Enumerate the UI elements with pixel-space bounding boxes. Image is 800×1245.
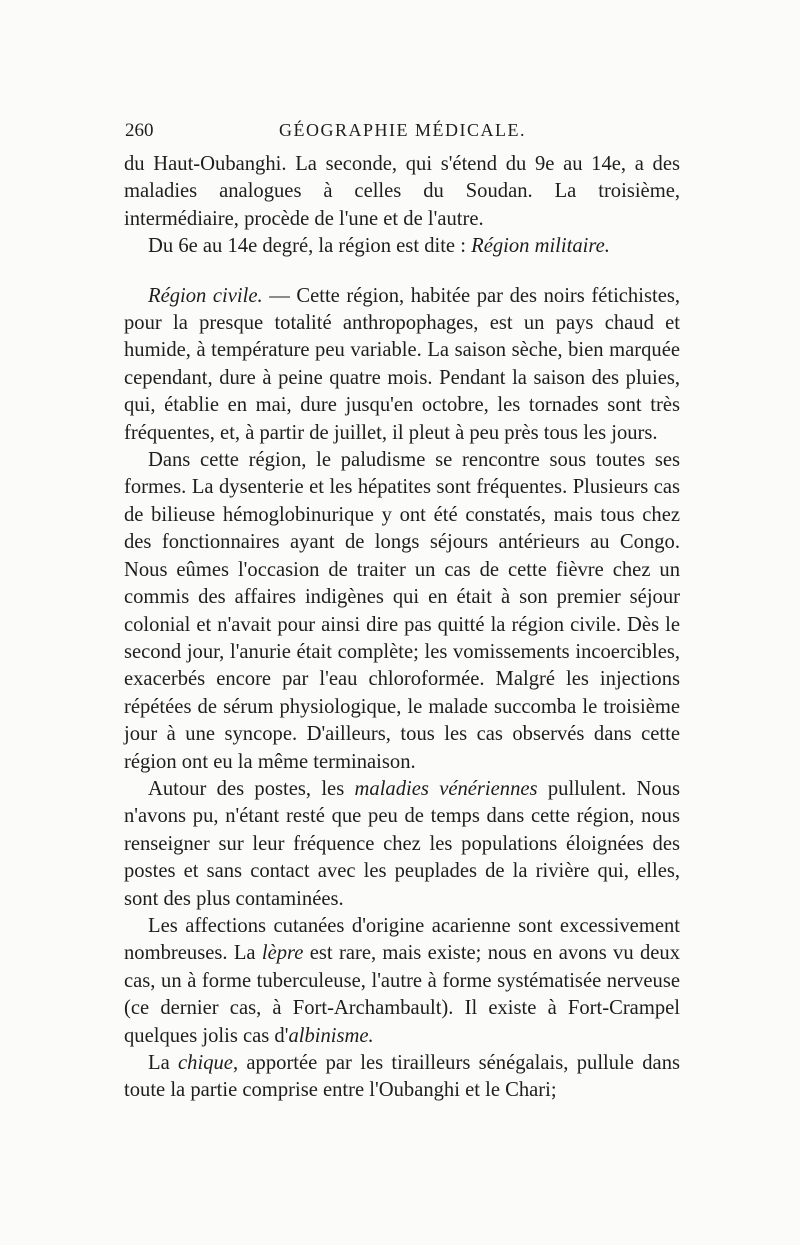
paragraph-text: , apportée par les tirailleurs sénégalais, pullule dans toute la partie comprise entre l'Oubanghi et le Chari; [124,1052,681,1102]
italic-term: maladies vénériennes [354,777,538,800]
paragraph-text: Autour des postes, les [148,777,355,800]
paragraph-paludisme: Dans cette région, le paludisme se rencontre sous toutes ses formes. La dysenterie et les hépatites sont fréquentes. Plusieurs cas de bilieuse hémoglobinurique y ont été constatés, mais tous chez des fonctionnaires ayant de longs séjours antérieurs au Congo. Nous eûmes l'occasion de traiter un cas de cette fièvre chez un commis des affaires indigènes qui en était à son premier séjour colonial et n'avait pour ainsi dire pas quitté la région civile. Dès le second jour, l'anurie était complète; les vomissements incoercibles, exacerbés encore par l'eau chloroformée. Malgré les injections répétées de sérum physiologique, le malade succomba le troisième jour à une syncope. D'ailleurs, tous les cas observés dans cette région ont eu la même terminaison. [124,449,680,773]
paragraph-military-region [124,233,680,260]
paragraph-affections-cutanees [124,913,680,1050]
section-heading: Région civile. [148,284,263,307]
paragraph-civil-region [124,283,680,447]
paragraph-text: La [148,1052,179,1074]
paragraph-text: est rare, mais existe; nous en avons vu deux cas, un à forme tuberculeuse, l'autre à forme systématisée nerveuse (ce dernier cas, à Fort-Archambault). Il existe à Fort-Crampel quelques jolis cas d' [124,942,680,1047]
italic-term: albinisme. [288,1024,374,1047]
italic-term: chique [178,1052,233,1074]
paragraph-continuation: du Haut-Oubanghi. La seconde, qui s'étend du 9e au 14e, a des maladies analogues à celles du Soudan. La troisième, intermédiaire, procède de l'une et de l'autre. [124,153,680,230]
italic-term: Région militaire. [471,235,610,258]
page-number: 260 [125,120,154,141]
body-text [124,151,680,1105]
running-title: GÉOGRAPHIE MÉDICALE. [279,120,526,140]
paragraph-text: pullulent. Nous n'avons pu, n'étant resté que peu de temps dans cette région, nous renseigner sur leur fréquence chez les populations éloignées des postes et sans contact avec les peuplades de la rivière qui, elles, sont des plus contaminées. [124,777,680,910]
paragraph-text: — Cette région, habitée par des noirs fétichistes, pour la presque totalité anthropophages, est un pays chaud et humide, à température peu variable. La saison sèche, bien marquée cependant, dure à peine quatre mois. Pendant la saison des pluies, qui, établie en mai, dure jusqu'en octobre, les tornades sont très fréquentes, et, à partir de juillet, il pleut à peu près tous les jours. [124,284,680,444]
italic-term: lèpre [261,942,304,965]
paragraph-text: Les affections cutanées d'origine acarienne sont excessivement nombreuses. La [124,914,680,965]
page-header [125,120,680,148]
paragraph-text: Du 6e au 14e degré, la région est dite : [148,235,472,258]
paragraph-chique [124,1050,680,1105]
paragraph-veneriennes [124,776,680,913]
